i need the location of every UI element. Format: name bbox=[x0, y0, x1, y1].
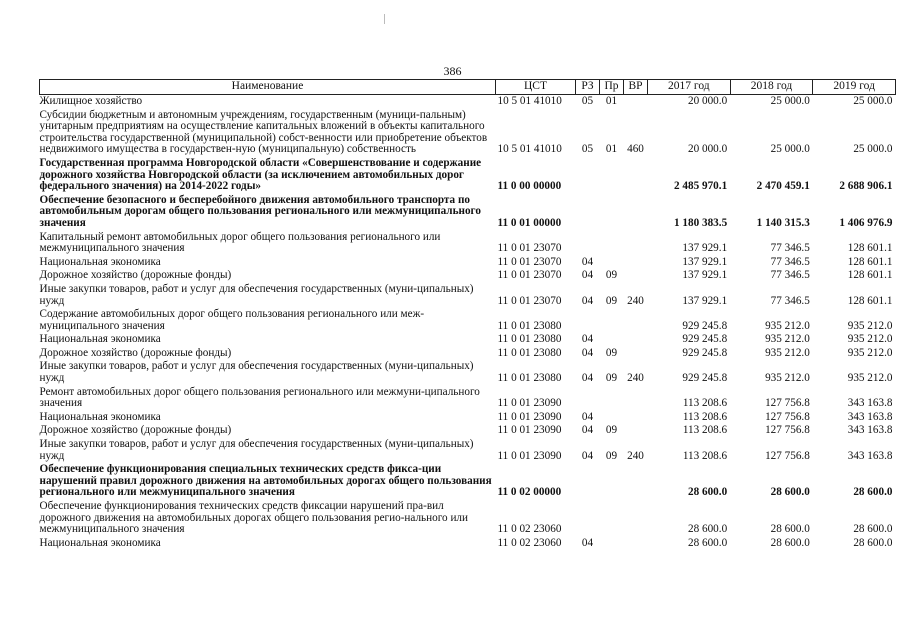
row-2018: 2 470 459.1 bbox=[756, 180, 810, 193]
row-vr bbox=[624, 347, 648, 361]
row-2017: 929 245.8 bbox=[682, 346, 728, 359]
row-name: Жилищное хозяйство bbox=[39, 95, 143, 107]
table-row bbox=[40, 95, 896, 109]
table-row bbox=[40, 424, 896, 438]
row-2019: 343 163.8 bbox=[847, 449, 893, 462]
row-2019: 343 163.8 bbox=[847, 424, 893, 437]
row-vr bbox=[624, 269, 648, 283]
row-2017: 20 000.0 bbox=[688, 95, 728, 107]
row-2017: 113 208.6 bbox=[682, 424, 728, 437]
table-row bbox=[40, 308, 896, 333]
row-2019: 28 600.0 bbox=[853, 536, 893, 549]
table-row bbox=[40, 283, 896, 308]
row-rz: 04 bbox=[581, 346, 594, 359]
row-2019: 935 212.0 bbox=[847, 346, 893, 359]
table-row bbox=[40, 231, 896, 256]
row-cst: 11 0 00 00000 bbox=[497, 180, 562, 193]
row-rz bbox=[576, 308, 600, 333]
row-name: Национальная экономика bbox=[39, 333, 161, 346]
header-2017: 2017 год bbox=[648, 80, 731, 95]
row-2019: 343 163.8 bbox=[847, 397, 893, 410]
table-row bbox=[40, 256, 896, 270]
row-2017: 929 245.8 bbox=[682, 333, 728, 346]
row-name: Обеспечение функционирования технических средств фиксации нарушений пра-вил дорожного движения на автомобильных дорогах общего пользования регио-нального или межмуниципального значения bbox=[39, 500, 468, 536]
row-2019: 935 212.0 bbox=[847, 333, 893, 346]
table-header bbox=[40, 80, 896, 95]
header-pr: Пр bbox=[600, 80, 624, 95]
header-cst: ЦСТ bbox=[496, 80, 576, 95]
row-name: Капитальный ремонт автомобильных дорог общего пользования регионального или межмуниципального значения bbox=[39, 230, 441, 255]
row-name: Национальная экономика bbox=[39, 536, 161, 549]
row-cst: 10 5 01 41010 bbox=[497, 95, 562, 107]
row-cst: 11 0 01 23080 bbox=[497, 372, 562, 385]
row-rz: 04 bbox=[581, 410, 594, 423]
row-pr bbox=[600, 463, 624, 500]
row-pr bbox=[600, 308, 624, 333]
row-vr: 240 bbox=[627, 372, 644, 385]
table-row bbox=[40, 411, 896, 425]
row-cst: 11 0 02 23060 bbox=[497, 523, 562, 536]
row-rz: 04 bbox=[581, 536, 594, 549]
table-row bbox=[40, 157, 896, 194]
row-rz: 05 bbox=[581, 143, 594, 156]
row-name: Содержание автомобильных дорог общего пользования регионального или меж-муниципального значения bbox=[39, 308, 425, 332]
row-cst: 11 0 02 00000 bbox=[497, 486, 562, 499]
row-vr bbox=[624, 95, 648, 109]
row-2018: 28 600.0 bbox=[770, 536, 810, 549]
row-2019: 128 601.1 bbox=[847, 294, 893, 307]
row-cst: 11 0 01 23090 bbox=[497, 424, 562, 437]
row-2019: 128 601.1 bbox=[847, 269, 893, 282]
row-name: Иные закупки товаров, работ и услуг для обеспечения государственных (муни-ципальных) нужд bbox=[39, 282, 474, 307]
table-row bbox=[40, 269, 896, 283]
row-2019: 25 000.0 bbox=[853, 143, 893, 156]
table-row bbox=[40, 537, 896, 551]
row-2018: 25 000.0 bbox=[770, 95, 810, 107]
row-2018: 28 600.0 bbox=[770, 486, 810, 499]
row-rz bbox=[576, 500, 600, 537]
row-vr bbox=[624, 537, 648, 551]
row-2018: 127 756.8 bbox=[765, 449, 810, 462]
row-pr bbox=[600, 411, 624, 425]
row-2018: 127 756.8 bbox=[765, 397, 810, 410]
scan-speck bbox=[384, 14, 385, 24]
row-pr bbox=[600, 157, 624, 194]
row-vr: 240 bbox=[627, 294, 644, 307]
row-vr bbox=[624, 256, 648, 270]
row-2017: 113 208.6 bbox=[682, 449, 728, 462]
row-2018: 127 756.8 bbox=[765, 410, 810, 423]
row-name: Иные закупки товаров, работ и услуг для обеспечения государственных (муни-ципальных) нужд bbox=[39, 438, 474, 462]
row-vr bbox=[624, 386, 648, 411]
row-2018: 935 212.0 bbox=[765, 333, 810, 346]
row-pr: 01 bbox=[605, 143, 618, 156]
row-pr bbox=[600, 333, 624, 347]
row-rz: 04 bbox=[581, 255, 594, 268]
row-cst: 11 0 02 23060 bbox=[497, 536, 562, 549]
row-name: Иные закупки товаров, работ и услуг для обеспечения государственных (муни-ципальных) нужд bbox=[39, 360, 474, 385]
row-rz: 04 bbox=[581, 372, 594, 385]
header-2018: 2018 год bbox=[730, 80, 813, 95]
row-vr bbox=[624, 411, 648, 425]
row-pr: 09 bbox=[605, 269, 618, 282]
row-pr: 09 bbox=[605, 346, 618, 359]
row-cst: 11 0 01 23070 bbox=[497, 294, 562, 307]
row-2017: 113 208.6 bbox=[682, 397, 728, 410]
table-row bbox=[40, 333, 896, 347]
row-2018: 77 346.5 bbox=[770, 269, 810, 282]
row-name: Национальная экономика bbox=[39, 255, 161, 268]
header-2019: 2019 год bbox=[813, 80, 896, 95]
row-2019: 128 601.1 bbox=[847, 242, 893, 255]
row-2018: 77 346.5 bbox=[770, 294, 810, 307]
row-name: Субсидии бюджетным и автономным учреждениям, государственным (муници-пальным) унитарным предприятиям на осуществление капитальных вложений в объекты капитального строительства государственной (муниципальной) собст-венности или приобретение объектов недвижимого имущества в государствен-ную (муниципальную) собственность bbox=[39, 108, 488, 156]
table-row bbox=[40, 109, 896, 157]
row-pr: 09 bbox=[605, 424, 618, 437]
header-vr: ВР bbox=[624, 80, 648, 95]
row-pr: 09 bbox=[605, 372, 618, 385]
row-pr bbox=[600, 386, 624, 411]
row-2018: 935 212.0 bbox=[765, 372, 810, 385]
row-name: Государственная программа Новгородской области «Совершенствование и содержание дорожного хозяйства Новгородской области (за исключением автомобильных дорог федерального значения) на 2014-2022 годы» bbox=[39, 156, 482, 193]
row-2018: 28 600.0 bbox=[770, 523, 810, 536]
row-rz bbox=[576, 231, 600, 256]
table-row bbox=[40, 360, 896, 385]
row-2019: 935 212.0 bbox=[847, 319, 893, 332]
row-rz: 04 bbox=[581, 294, 594, 307]
row-pr bbox=[600, 256, 624, 270]
row-vr bbox=[624, 333, 648, 347]
header-name: Наименование bbox=[40, 80, 496, 95]
table-row bbox=[40, 438, 896, 463]
row-2019: 128 601.1 bbox=[847, 255, 893, 268]
row-2019: 935 212.0 bbox=[847, 372, 893, 385]
row-rz: 04 bbox=[581, 449, 594, 462]
row-name: Национальная экономика bbox=[39, 410, 161, 423]
row-rz: 04 bbox=[581, 424, 594, 437]
row-pr bbox=[600, 194, 624, 231]
row-2017: 929 245.8 bbox=[682, 372, 728, 385]
table-row bbox=[40, 463, 896, 500]
row-2017: 113 208.6 bbox=[682, 410, 728, 423]
row-vr bbox=[624, 194, 648, 231]
row-2017: 137 929.1 bbox=[682, 255, 728, 268]
row-cst: 11 0 01 00000 bbox=[497, 216, 562, 229]
row-pr: 01 bbox=[605, 95, 618, 107]
row-vr bbox=[624, 500, 648, 537]
row-2017: 137 929.1 bbox=[682, 242, 728, 255]
row-2017: 20 000.0 bbox=[688, 143, 728, 156]
row-2019: 25 000.0 bbox=[853, 95, 893, 107]
budget-table bbox=[39, 79, 896, 550]
row-rz: 05 bbox=[581, 95, 594, 107]
row-cst: 11 0 01 23080 bbox=[497, 346, 562, 359]
row-rz bbox=[576, 194, 600, 231]
row-pr bbox=[600, 537, 624, 551]
row-cst: 11 0 01 23090 bbox=[497, 397, 562, 410]
row-2018: 25 000.0 bbox=[770, 143, 810, 156]
row-name: Дорожное хозяйство (дорожные фонды) bbox=[39, 424, 232, 437]
row-2017: 2 485 970.1 bbox=[674, 180, 728, 193]
row-2019: 28 600.0 bbox=[853, 486, 893, 499]
row-name: Дорожное хозяйство (дорожные фонды) bbox=[39, 346, 232, 359]
row-2017: 137 929.1 bbox=[682, 269, 728, 282]
row-cst: 11 0 01 23080 bbox=[497, 333, 562, 346]
row-2018: 935 212.0 bbox=[765, 346, 810, 359]
row-vr: 460 bbox=[627, 143, 644, 156]
row-2019: 343 163.8 bbox=[847, 410, 893, 423]
table-row bbox=[40, 194, 896, 231]
page-number: 386 bbox=[443, 64, 462, 78]
row-2017: 929 245.8 bbox=[682, 319, 728, 332]
row-2018: 77 346.5 bbox=[770, 255, 810, 268]
row-rz bbox=[576, 157, 600, 194]
row-2018: 127 756.8 bbox=[765, 424, 810, 437]
header-rz: РЗ bbox=[576, 80, 600, 95]
row-pr bbox=[600, 231, 624, 256]
row-pr: 09 bbox=[605, 449, 618, 462]
row-vr bbox=[624, 308, 648, 333]
row-rz: 04 bbox=[581, 269, 594, 282]
row-name: Обеспечение безопасного и бесперебойного движения автомобильного транспорта по автомобильным дорогам общего пользования регионального или межмуниципального значения bbox=[39, 193, 481, 229]
row-cst: 11 0 01 23090 bbox=[497, 449, 562, 462]
row-rz bbox=[576, 463, 600, 500]
row-vr bbox=[624, 463, 648, 500]
row-2019: 28 600.0 bbox=[853, 523, 893, 536]
row-vr: 240 bbox=[627, 449, 644, 462]
table-body bbox=[40, 95, 896, 551]
row-2018: 77 346.5 bbox=[770, 242, 810, 255]
row-cst: 11 0 01 23090 bbox=[497, 410, 562, 423]
row-name: Дорожное хозяйство (дорожные фонды) bbox=[39, 269, 232, 282]
row-cst: 11 0 01 23070 bbox=[497, 269, 562, 282]
row-cst: 11 0 01 23070 bbox=[497, 255, 562, 268]
row-2017: 28 600.0 bbox=[688, 523, 728, 536]
table-row bbox=[40, 386, 896, 411]
row-2017: 1 180 383.5 bbox=[674, 216, 728, 229]
row-2019: 1 406 976.9 bbox=[839, 216, 893, 229]
row-2017: 137 929.1 bbox=[682, 294, 728, 307]
row-cst: 10 5 01 41010 bbox=[497, 143, 562, 156]
table-row bbox=[40, 500, 896, 537]
row-2018: 935 212.0 bbox=[765, 319, 810, 332]
row-pr bbox=[600, 500, 624, 537]
row-vr bbox=[624, 157, 648, 194]
table-row bbox=[40, 347, 896, 361]
row-2017: 28 600.0 bbox=[688, 486, 728, 499]
row-2017: 28 600.0 bbox=[688, 536, 728, 549]
row-2018: 1 140 315.3 bbox=[756, 216, 810, 229]
row-name: Ремонт автомобильных дорог общего пользования регионального или межмуни-ципального значения bbox=[39, 385, 480, 410]
row-rz: 04 bbox=[581, 333, 594, 346]
row-vr bbox=[624, 424, 648, 438]
row-cst: 11 0 01 23070 bbox=[497, 242, 562, 255]
row-2019: 2 688 906.1 bbox=[839, 180, 893, 193]
row-pr: 09 bbox=[605, 294, 618, 307]
row-rz bbox=[576, 386, 600, 411]
row-vr bbox=[624, 231, 648, 256]
row-name: Обеспечение функционирования специальных технических средств фикса-ции нарушений правил дорожного движения на автомобильных дорогах общего пользования регионального или межмуниципального значения bbox=[39, 463, 492, 499]
row-cst: 11 0 01 23080 bbox=[497, 319, 562, 332]
